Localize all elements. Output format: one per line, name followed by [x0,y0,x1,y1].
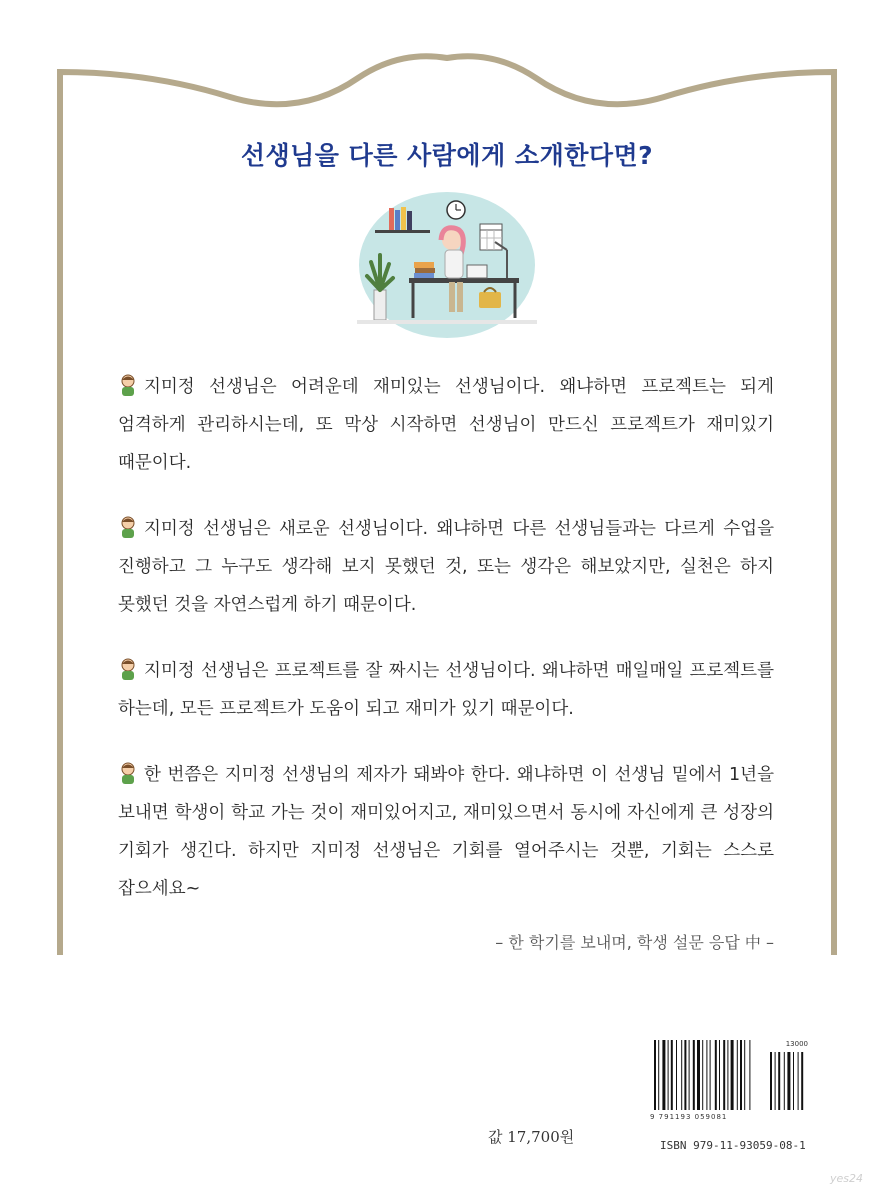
barcode-bar [744,1040,745,1110]
barcode-bar [668,1040,669,1110]
barcode-bars [650,1040,820,1112]
source-caption: – 한 학기를 보내며, 학생 설문 응답 中 – [495,933,774,952]
barcode-bar [681,1040,682,1110]
isbn-label: ISBN 979-11-93059-08-1 [660,1139,806,1152]
barcode-bar [658,1040,659,1110]
paragraph-text: 지미정 선생님은 새로운 선생님이다. 왜냐하면 다른 선생님들과는 다르게 수업을 진행하고 그 누구도 생각해 보지 못했던 것, 또는 생각은 해보았지만, 실천은 하지 못했던 것을 자연스럽게 하기 때문이다. [118,519,774,615]
barcode-bar [737,1040,738,1110]
barcode-bar [749,1040,750,1110]
barcode-bar [654,1040,656,1110]
barcode-addon-bar [770,1052,772,1110]
barcode-addon-bar [793,1052,794,1110]
barcode-bar [723,1040,725,1110]
barcode-bar [727,1040,728,1110]
paragraph-text: 지미정 선생님은 어려운데 재미있는 선생님이다. 왜냐하면 프로젝트는 되게 엄격하게 관리하시는데, 또 막상 시작하면 선생님이 만드신 프로젝트가 재미있기 때문이다. [118,377,774,473]
barcode-bar [689,1040,690,1110]
barcode-bar [706,1040,707,1110]
barcode-bar [693,1040,695,1110]
barcode-addon-bar [798,1052,799,1110]
barcode-addon-bar [801,1052,803,1110]
barcode-bar [710,1040,711,1110]
testimonial-paragraph [118,756,774,908]
barcode-bar [740,1040,742,1110]
barcode-bar [671,1040,673,1110]
barcode-bar [662,1040,665,1110]
barcode [650,1040,820,1155]
barcode-addon-bar [787,1052,790,1110]
barcode-addon-bar [775,1052,776,1110]
student-avatar-icon [118,516,138,538]
barcode-addon-bar [784,1052,785,1110]
price-label: 값 17,700원 [488,1128,575,1146]
barcode-digits: 9 791193 059081 [650,1113,728,1121]
barcode-bar [702,1040,703,1110]
barcode-addon-bar [778,1052,780,1110]
paragraph-text: 지미정 선생님은 프로젝트를 잘 짜시는 선생님이다. 왜냐하면 매일매일 프로젝트를 하는데, 모든 프로젝트가 도움이 되고 재미가 있기 때문이다. [118,661,774,719]
testimonial-paragraph [118,368,774,482]
barcode-bar [676,1040,677,1110]
barcode-bar [719,1040,720,1110]
student-avatar-icon [118,762,138,784]
testimonial-paragraph [118,652,774,728]
barcode-bar [731,1040,734,1110]
barcode-addon-digits: 13000 [785,1040,808,1048]
testimonial-paragraph [118,510,774,624]
student-avatar-icon [118,658,138,680]
paragraph-text: 한 번쯤은 지미정 선생님의 제자가 돼봐야 한다. 왜냐하면 이 선생님 밑에서 1년을 보내면 학생이 학교 가는 것이 재미있어지고, 재미있으면서 동시에 자신에게 큰 성장의 기회가 생긴다. 하지만 지미정 선생님은 기회를 열어주시는 것뿐, 기회는 스스로 잡으세요~ [118,765,774,899]
barcode-bar [715,1040,717,1110]
barcode-bar [684,1040,686,1110]
barcode-bar [697,1040,700,1110]
student-avatar-icon [118,374,138,396]
teacher-at-desk-illustration [357,190,537,340]
page-title: 선생님을 다른 사람에게 소개한다면? [240,141,654,170]
watermark: yes24 [830,1172,864,1185]
